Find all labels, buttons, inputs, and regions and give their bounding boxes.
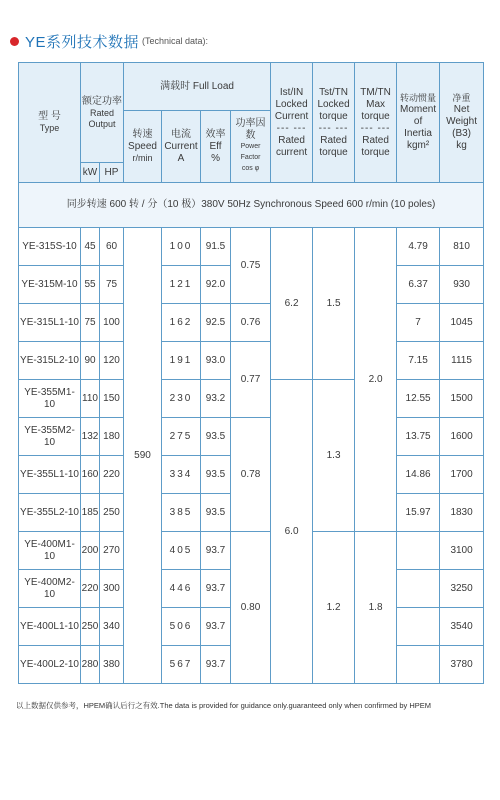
cell-type: YE-355M1-10 — [19, 380, 81, 418]
cell-current: 100 — [162, 228, 201, 266]
cell-inertia: 13.75 — [397, 418, 440, 456]
footer-note: 以上数据仅供参考，HPEM确认后行之有效.The data is provided for guidance only.guaranteed only when confirmed by HPEM — [16, 701, 432, 710]
cell-hp: 340 — [100, 608, 124, 646]
cell-hp: 250 — [100, 494, 124, 532]
cell-type: YE-400L2-10 — [19, 646, 81, 684]
header-eff: 效率 Eff % — [201, 111, 231, 183]
cell-eff: 93.7 — [201, 646, 231, 684]
cell-type: YE-315L1-10 — [19, 304, 81, 342]
bullet-icon — [10, 37, 19, 46]
cell-current: 446 — [162, 570, 201, 608]
cell-eff: 93.5 — [201, 494, 231, 532]
cell-eff: 93.7 — [201, 532, 231, 570]
header-speed: 转速 Speed r/min — [124, 111, 162, 183]
cell-inertia — [397, 608, 440, 646]
cell-inertia: 12.55 — [397, 380, 440, 418]
cell-tm-merged: 2.0 — [355, 228, 397, 532]
cell-eff: 93.0 — [201, 342, 231, 380]
cell-inertia: 14.86 — [397, 456, 440, 494]
cell-current: 121 — [162, 266, 201, 304]
title-sub: (Technical data): — [142, 36, 209, 46]
header-inertia: 转动惯量 Moment of Inertia kgm² — [397, 63, 440, 183]
table-row — [19, 304, 484, 342]
cell-hp: 120 — [100, 342, 124, 380]
cell-kw: 280 — [81, 646, 100, 684]
cell-hp: 380 — [100, 646, 124, 684]
cell-inertia: 6.37 — [397, 266, 440, 304]
cell-ist-merged: 6.2 — [271, 228, 313, 380]
cell-type: YE-355L1-10 — [19, 456, 81, 494]
technical-data-table — [18, 62, 484, 684]
table-row — [19, 342, 484, 380]
section-title — [10, 32, 208, 50]
cell-current: 567 — [162, 646, 201, 684]
table-row — [19, 228, 484, 266]
cell-pf: 0.76 — [231, 304, 271, 342]
cell-type: YE-400M2-10 — [19, 570, 81, 608]
cell-kw: 110 — [81, 380, 100, 418]
header-current: 电流 Current A — [162, 111, 201, 183]
cell-ist-merged: 6.0 — [271, 380, 313, 684]
header-tm: TM/TN Max torque --- --- Rated torque — [355, 63, 397, 183]
cell-type: YE-400M1-10 — [19, 532, 81, 570]
cell-kw: 220 — [81, 570, 100, 608]
cell-kw: 45 — [81, 228, 100, 266]
cell-current: 191 — [162, 342, 201, 380]
cell-kw: 160 — [81, 456, 100, 494]
cell-current: 275 — [162, 418, 201, 456]
header-hp: HP — [100, 163, 124, 183]
cell-current: 334 — [162, 456, 201, 494]
cell-kw: 200 — [81, 532, 100, 570]
cell-hp: 60 — [100, 228, 124, 266]
cell-inertia: 4.79 — [397, 228, 440, 266]
cell-current: 230 — [162, 380, 201, 418]
cell-eff: 93.7 — [201, 570, 231, 608]
cell-weight: 1045 — [440, 304, 484, 342]
cell-weight: 3250 — [440, 570, 484, 608]
cell-kw: 90 — [81, 342, 100, 380]
header-type: 型 号 Type — [19, 63, 81, 183]
cell-inertia — [397, 646, 440, 684]
cell-kw: 75 — [81, 304, 100, 342]
cell-weight: 1500 — [440, 380, 484, 418]
cell-weight: 1830 — [440, 494, 484, 532]
cell-weight: 3780 — [440, 646, 484, 684]
cell-hp: 180 — [100, 418, 124, 456]
cell-hp: 100 — [100, 304, 124, 342]
header-tst: Tst/TN Locked torque --- --- Rated torque — [313, 63, 355, 183]
sync-speed-row — [19, 183, 484, 228]
cell-hp: 300 — [100, 570, 124, 608]
cell-weight: 1700 — [440, 456, 484, 494]
cell-weight: 3100 — [440, 532, 484, 570]
cell-inertia: 7.15 — [397, 342, 440, 380]
cell-eff: 93.5 — [201, 418, 231, 456]
header-power-factor: 功率因数 Power Factor cos φ — [231, 111, 271, 183]
title-main: YE系列技术数据 — [25, 33, 140, 51]
cell-eff: 91.5 — [201, 228, 231, 266]
header-ist: Ist/IN Locked Current --- --- Rated current — [271, 63, 313, 183]
cell-hp: 75 — [100, 266, 124, 304]
cell-inertia: 15.97 — [397, 494, 440, 532]
header-weight: 净重 Net Weight (B3) kg — [440, 63, 484, 183]
cell-kw: 250 — [81, 608, 100, 646]
cell-eff: 93.5 — [201, 456, 231, 494]
cell-eff: 93.7 — [201, 608, 231, 646]
cell-pf-merged: 0.77 — [231, 342, 271, 418]
header-rated-output: 额定功率 Rated Output — [81, 63, 124, 163]
cell-type: YE-315L2-10 — [19, 342, 81, 380]
table-row — [19, 532, 484, 570]
cell-pf-merged: 0.75 — [231, 228, 271, 304]
cell-weight: 930 — [440, 266, 484, 304]
cell-hp: 270 — [100, 532, 124, 570]
cell-tst-merged: 1.2 — [313, 532, 355, 684]
sync-speed-text: 同步转速 600 转 / 分（10 极）380V 50Hz Synchronous Speed 600 r/min (10 poles) — [19, 183, 484, 228]
header-full-load: 满载时 Full Load — [124, 63, 271, 111]
cell-current: 506 — [162, 608, 201, 646]
cell-weight: 1600 — [440, 418, 484, 456]
cell-weight: 3540 — [440, 608, 484, 646]
cell-current: 405 — [162, 532, 201, 570]
table-row — [19, 418, 484, 456]
cell-type: YE-315M-10 — [19, 266, 81, 304]
cell-type: YE-400L1-10 — [19, 608, 81, 646]
cell-type: YE-315S-10 — [19, 228, 81, 266]
header-kw: kW — [81, 163, 100, 183]
cell-pf-merged: 0.80 — [231, 532, 271, 684]
cell-kw: 185 — [81, 494, 100, 532]
cell-current: 162 — [162, 304, 201, 342]
cell-inertia — [397, 570, 440, 608]
cell-kw: 132 — [81, 418, 100, 456]
cell-inertia — [397, 532, 440, 570]
cell-tst-merged: 1.5 — [313, 228, 355, 380]
cell-type: YE-355L2-10 — [19, 494, 81, 532]
cell-weight: 1115 — [440, 342, 484, 380]
cell-eff: 93.2 — [201, 380, 231, 418]
cell-pf-merged: 0.78 — [231, 418, 271, 532]
cell-speed-merged: 590 — [124, 228, 162, 684]
cell-kw: 55 — [81, 266, 100, 304]
cell-eff: 92.0 — [201, 266, 231, 304]
cell-inertia: 7 — [397, 304, 440, 342]
cell-hp: 220 — [100, 456, 124, 494]
cell-tm-merged: 1.8 — [355, 532, 397, 684]
cell-weight: 810 — [440, 228, 484, 266]
cell-type: YE-355M2-10 — [19, 418, 81, 456]
cell-current: 385 — [162, 494, 201, 532]
cell-hp: 150 — [100, 380, 124, 418]
cell-tst-merged: 1.3 — [313, 380, 355, 532]
header-row-1 — [19, 63, 484, 111]
cell-eff: 92.5 — [201, 304, 231, 342]
